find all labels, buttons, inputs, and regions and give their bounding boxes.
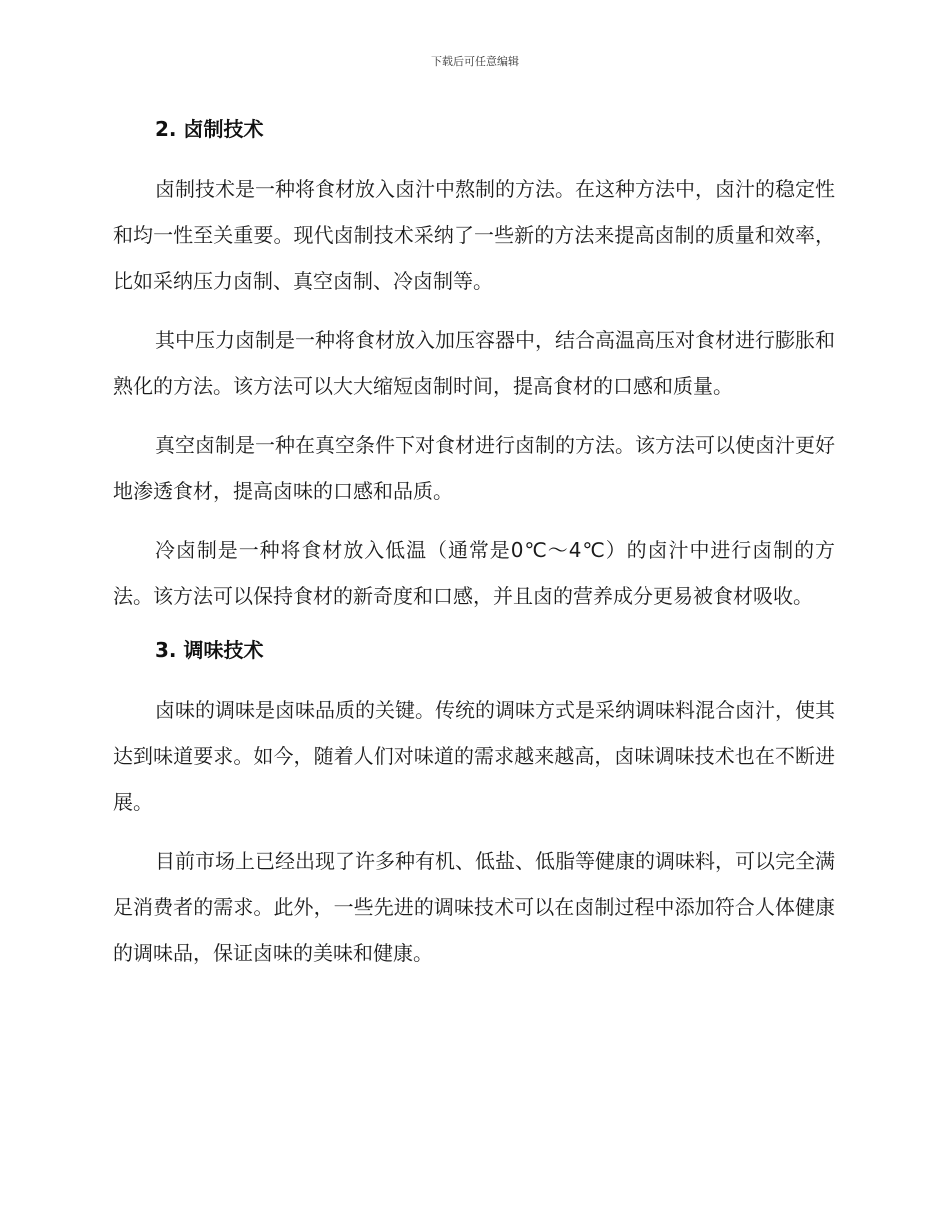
section-heading-braising: 2. 卤制技术	[155, 117, 264, 141]
paragraph: 冷卤制是一种将食材放入低温（通常是0℃～4℃）的卤汁中进行卤制的方法。该方法可以保持食材的新奇度和口感，并且卤的营养成分更易被食材吸收。	[113, 538, 835, 608]
paragraph: 卤制技术是一种将食材放入卤汁中熬制的方法。在这种方法中，卤汁的稳定性和均一性至关重要。现代卤制技术采纳了一些新的方法来提高卤制的质量和效率，比如采纳压力卤制、真空卤制、冷卤制等。	[113, 177, 835, 293]
section-heading-seasoning: 3. 调味技术	[155, 638, 264, 662]
paragraph: 其中压力卤制是一种将食材放入加压容器中，结合高温高压对食材进行膨胀和熟化的方法。该方法可以大大缩短卤制时间，提高食材的口感和质量。	[113, 328, 835, 398]
paragraph: 目前市场上已经出现了许多种有机、低盐、低脂等健康的调味料，可以完全满足消费者的需求。此外，一些先进的调味技术可以在卤制过程中添加符合人体健康的调味品，保证卤味的美味和健康。	[113, 849, 835, 965]
document-body	[113, 112, 835, 989]
paragraph: 卤味的调味是卤味品质的关键。传统的调味方式是采纳调味料混合卤汁，使其达到味道要求。如今，随着人们对味道的需求越来越高，卤味调味技术也在不断进展。	[113, 698, 835, 814]
paragraph: 真空卤制是一种在真空条件下对食材进行卤制的方法。该方法可以使卤汁更好地渗透食材，提高卤味的口感和品质。	[113, 433, 835, 503]
page-header: 下载后可任意编辑	[431, 55, 519, 68]
